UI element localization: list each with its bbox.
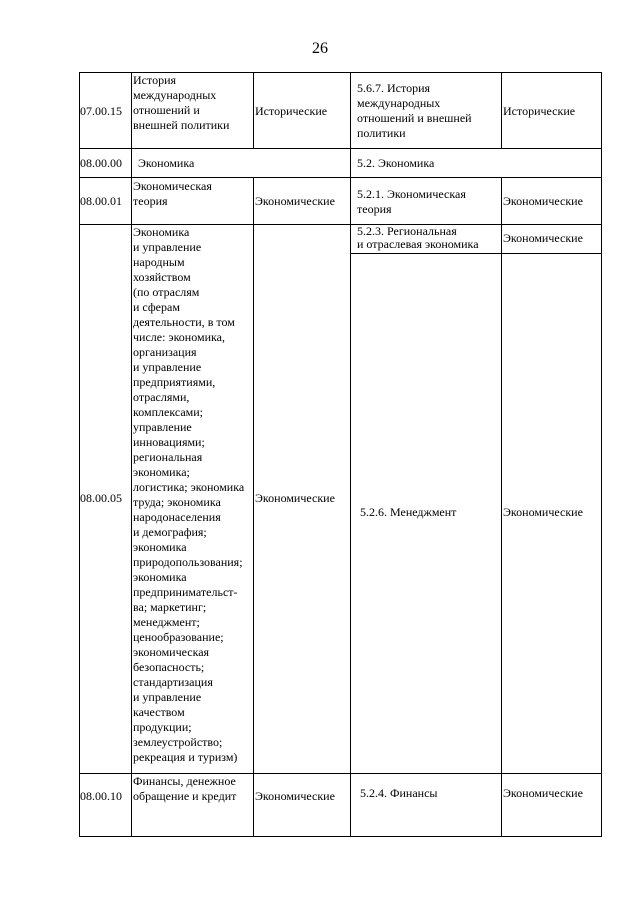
branch-cell: Исторические bbox=[255, 104, 328, 118]
code-cell: 08.00.10 bbox=[80, 789, 122, 803]
new-branch-cell: Экономические bbox=[503, 194, 583, 208]
group-name-cell: Экономика bbox=[138, 156, 195, 170]
branch-cell: Экономические bbox=[255, 789, 335, 803]
table-rule bbox=[253, 72, 254, 149]
table-rule bbox=[79, 72, 80, 837]
specialty-name-cell: История международных отношений и внешней политики bbox=[133, 73, 230, 132]
table-rule bbox=[501, 177, 502, 837]
table-rule bbox=[601, 72, 602, 837]
code-cell: 08.00.01 bbox=[80, 194, 122, 208]
new-branch-cell: Исторические bbox=[503, 104, 576, 118]
branch-cell: Экономические bbox=[255, 194, 335, 208]
table-rule bbox=[79, 836, 602, 837]
table-rule bbox=[79, 177, 602, 178]
specialty-name-cell: Финансы, денежное обращение и кредит bbox=[133, 774, 237, 803]
new-specialty-cell: 5.2.6. Менеджмент bbox=[360, 505, 457, 519]
new-group-cell: 5.2. Экономика bbox=[357, 156, 435, 170]
table-rule bbox=[501, 72, 502, 149]
new-specialty-cell: 5.6.7. История международных отношений и внешней политики bbox=[357, 81, 472, 140]
new-branch-cell: Экономические bbox=[503, 505, 583, 519]
table-rule bbox=[350, 72, 351, 837]
code-cell: 07.00.15 bbox=[80, 104, 122, 118]
specialty-name-cell: Экономика и управление народным хозяйством (по отраслям и сферам деятельности, в том числе: экономика, организация и управление предприятиями, отраслями, комплексами; управление инновациями; региональная экономика; логистика; экономика труда; экономика народонаселения и демография; экономика природопользования; экономика предпринимательст- ва; маркетинг; менеджмент; ценообразование; экономическая безопасность; стандартизация и управление качеством продукции; землеустройство; рекреация и туризм) bbox=[133, 225, 245, 764]
code-cell: 08.00.00 bbox=[80, 156, 122, 170]
new-branch-cell: Экономические bbox=[503, 786, 583, 800]
branch-cell: Экономические bbox=[255, 491, 335, 505]
new-specialty-cell: 5.2.1. Экономическая теория bbox=[357, 187, 466, 216]
table-rule bbox=[79, 148, 602, 149]
table-rule bbox=[350, 253, 602, 254]
page-number: 26 bbox=[312, 40, 328, 57]
specialty-name-cell: Экономическая теория bbox=[133, 179, 212, 208]
code-cell: 08.00.05 bbox=[80, 491, 122, 505]
new-branch-cell: Экономические bbox=[503, 231, 583, 245]
table-rule bbox=[131, 72, 132, 837]
new-specialty-cell: 5.2.3. Региональная и отраслевая экономика bbox=[357, 224, 479, 251]
new-specialty-cell: 5.2.4. Финансы bbox=[360, 786, 438, 800]
